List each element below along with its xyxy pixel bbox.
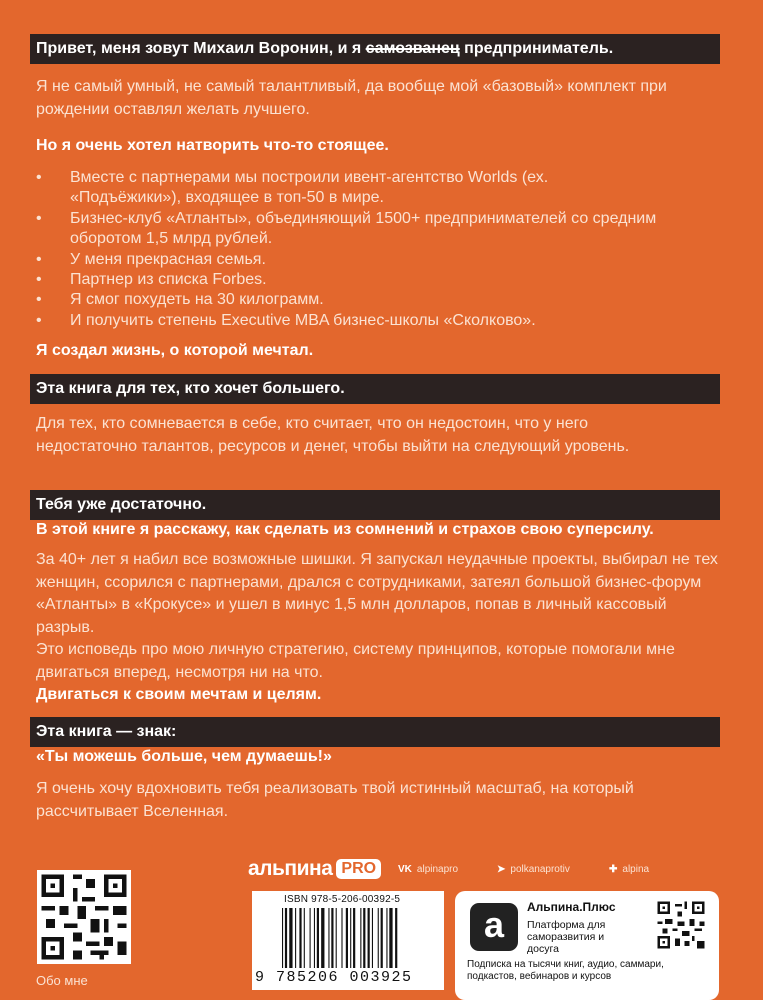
- barcode-bar: [295, 908, 296, 968]
- intro-paragraph: Я не самый умный, не самый талантливый, да вообще мой «базовый» комплект при рождении оставлял желать лучшего.: [36, 78, 667, 118]
- social-telegram: [497, 864, 570, 875]
- for-whom-text: Для тех, кто сомневается в себе, кто считает, что он недостоин, что у него недостаточно талантов, ресурсов и денег, чтобы выйти на следующий уровень.: [36, 415, 630, 455]
- barcode-bar: [346, 908, 348, 968]
- barcode-bar: [372, 908, 373, 968]
- enough-story: За 40+ лет я набил все возможные шишки. Я запускал неудачные проекты, выбирал не тех женщин, ссорился с партнерами, дрался с сотрудниками, затеял большой бизнес-форум «Атланты» в «Крокусе» и ушел в минус 1,5 млн долларов, попав в личный кассовый разрыв.: [36, 551, 718, 636]
- about-me-label: Обо мне: [36, 973, 88, 988]
- intro-bold-line: Но я очень хотел натворить что-то стоящее.: [36, 137, 389, 154]
- publisher-logo-text: альпина: [248, 857, 333, 880]
- barcode-bar: [285, 908, 287, 968]
- isbn-digits: 9 785206 003925: [255, 969, 413, 986]
- life-line: Я создал жизнь, о которой мечтал.: [36, 342, 314, 359]
- barcode-bar: [386, 908, 387, 968]
- sign-text: Я очень хочу вдохновить тебя реализовать твой истинный масштаб, на который рассчитывает Вселенная.: [36, 780, 634, 820]
- barcode-bar: [331, 908, 333, 968]
- enough-goals-line: Двигаться к своим мечтам и целям.: [36, 686, 322, 703]
- barcode-bar: [395, 908, 397, 968]
- intro-heading-suffix: предприниматель.: [459, 40, 614, 57]
- social-vk: [398, 864, 458, 875]
- intro-heading-struck-word: самозванец: [365, 40, 460, 57]
- publisher-logo-badge: PRO: [336, 859, 381, 879]
- barcode-bar: [378, 908, 379, 968]
- sign-bold-line: «Ты можешь больше, чем думаешь!»: [36, 748, 332, 765]
- barcode-bar: [321, 908, 324, 968]
- achievement-item: • Партнер из списка Forbes.: [36, 270, 726, 290]
- barcode-bar: [282, 908, 283, 968]
- enough-confession: Это исповедь про мою личную стратегию, систему принципов, которые помогали мне двигаться вперед, несмотря ни на что.: [36, 641, 675, 681]
- social-vk-handle: alpinapro: [416, 864, 459, 875]
- barcode-bar: [328, 908, 329, 968]
- achievements-list: [36, 168, 726, 331]
- achievement-item: • У меня прекрасная семья.: [36, 250, 726, 270]
- sign-bar: Эта книга — знак:: [30, 717, 720, 747]
- isbn-label: ISBN 978-5-206-00392-5: [284, 894, 401, 905]
- achievement-item: • Бизнес-клуб «Атланты», объединяющий 1500+ предпринимателей со средним оборотом 1,5 млрд рублей.: [36, 209, 660, 250]
- telegram-icon: ➤: [497, 864, 506, 875]
- barcode-bar: [381, 908, 383, 968]
- about-qr-code: [37, 870, 131, 964]
- enough-bar: Тебя уже достаточно.: [30, 490, 720, 520]
- barcode-bar: [317, 908, 319, 968]
- alpina-plus-qr-code: [655, 899, 707, 951]
- achievement-item: • Вместе с партнерами мы построили ивент-агентство Worlds (ех. «Подъёжики»), входящее в топ-50 в мире.: [36, 168, 630, 209]
- enough-bold-line: В этой книге я расскажу, как сделать из сомнений и страхов свою суперсилу.: [36, 521, 654, 538]
- social-telegram-handle: polkanaprotiv: [510, 864, 570, 875]
- barcode-bar: [353, 908, 355, 968]
- social-site-handle: alpina: [622, 864, 650, 875]
- social-site: [609, 864, 649, 875]
- alpina-plus-title: Альпина.Плюс: [527, 900, 616, 914]
- isbn-barcode-box: [252, 891, 444, 990]
- barcode-bar: [341, 908, 342, 968]
- barcode-bar: [336, 908, 337, 968]
- achievement-item: • И получить степень Executive MBA бизнес-школы «Сколково».: [36, 311, 726, 331]
- alpina-plus-logo: a: [470, 903, 518, 951]
- intro-heading-bar: [30, 34, 720, 64]
- barcode-bar: [289, 908, 292, 968]
- globe-icon: ✚: [609, 864, 618, 875]
- publisher-logo: [248, 856, 381, 882]
- barcode-bar: [368, 908, 370, 968]
- barcode-bar: [314, 908, 315, 968]
- barcode-graphic: [280, 908, 436, 968]
- alpina-plus-description: Подписка на тысячи книг, аудио, саммари, подкастов, вебинаров и курсов: [467, 959, 664, 982]
- vk-icon: VK: [398, 864, 412, 875]
- barcode-bar: [389, 908, 392, 968]
- barcode-bar: [360, 908, 361, 968]
- barcode-bar: [363, 908, 365, 968]
- barcode-bar: [299, 908, 301, 968]
- intro-heading-prefix: Привет, меня зовут Михаил Воронин, и я: [36, 40, 366, 57]
- barcode-bar: [310, 908, 311, 968]
- barcode-bar: [350, 908, 351, 968]
- achievement-item: • Я смог похудеть на 30 килограмм.: [36, 290, 726, 310]
- barcode-bar: [304, 908, 305, 968]
- alpina-plus-subtitle: Платформа для саморазвития и досуга: [527, 919, 606, 955]
- for-whom-bar: Эта книга для тех, кто хочет большего.: [30, 374, 720, 404]
- alpina-plus-box: [455, 891, 719, 1000]
